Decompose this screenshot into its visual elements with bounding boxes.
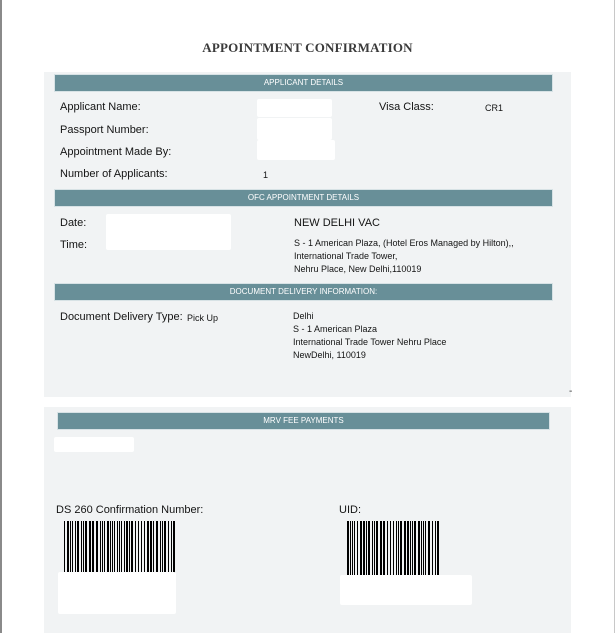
document-delivery-header: DOCUMENT DELIVERY INFORMATION:: [54, 283, 553, 301]
delivery-address-line: Delhi: [293, 311, 314, 321]
applicant-name-label: Applicant Name:: [60, 101, 141, 113]
delivery-type-label: Document Delivery Type:: [60, 311, 183, 323]
page-left-edge: [0, 0, 2, 633]
ofc-address-line: S - 1 American Plaza, (Hotel Eros Managed by Hilton),,: [294, 238, 514, 248]
appointment-details-panel: [44, 72, 571, 397]
applicant-details-header: APPLICANT DETAILS: [54, 74, 553, 92]
delivery-address-line: International Trade Tower Nehru Place: [293, 337, 447, 347]
redacted-uid-number: [340, 575, 472, 605]
ofc-location-name: NEW DELHI VAC: [294, 217, 380, 229]
ds260-confirmation-label: DS 260 Confirmation Number:: [56, 504, 204, 516]
passport-number-label: Passport Number:: [60, 124, 149, 136]
redacted-ds260-number: [58, 572, 176, 614]
delivery-address-line: NewDelhi, 110019: [293, 350, 366, 360]
uid-label: UID:: [339, 504, 361, 516]
redacted-fee-receipt: [54, 437, 134, 452]
redacted-date-time: [106, 214, 231, 250]
appointment-time-label: Time:: [60, 239, 88, 251]
mrv-fee-panel: [44, 407, 571, 633]
document-title: APPOINTMENT CONFIRMATION: [202, 40, 413, 55]
delivery-address-line: S - 1 American Plaza: [293, 324, 378, 334]
redacted-applicant-name: [257, 99, 332, 117]
redacted-passport-number: [257, 118, 332, 140]
visa-class-value: CR1: [485, 103, 504, 113]
mrv-fee-header: MRV FEE PAYMENTS: [57, 412, 550, 430]
ofc-address-line: International Trade Tower,: [294, 251, 398, 261]
page-dash-mark: -: [569, 386, 573, 397]
appointment-date-label: Date:: [60, 217, 87, 229]
appointment-made-by-label: Appointment Made By:: [60, 146, 172, 158]
ofc-address-line: Nehru Place, New Delhi,110019: [294, 264, 422, 274]
number-of-applicants-label: Number of Applicants:: [60, 168, 168, 180]
ofc-address: [294, 237, 514, 276]
redacted-appointment-made-by: [257, 140, 335, 160]
number-of-applicants-value: 1: [263, 170, 269, 180]
delivery-type-value: Pick Up: [187, 313, 219, 323]
visa-class-label: Visa Class:: [379, 101, 434, 113]
ofc-appointment-header: OFC APPOINTMENT DETAILS: [54, 189, 553, 207]
delivery-address: [293, 310, 446, 362]
